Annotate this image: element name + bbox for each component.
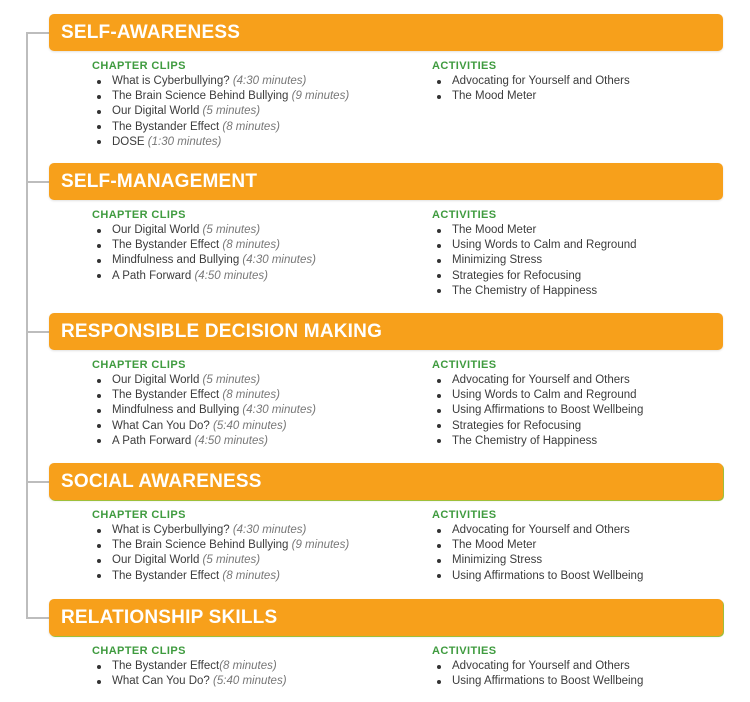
clip-title: The Bystander Effect xyxy=(112,660,220,672)
clip-duration: (5 minutes) xyxy=(202,554,261,567)
chapter-clips-heading: CHAPTER CLIPS xyxy=(92,509,186,521)
chapter-clips-heading: CHAPTER CLIPS xyxy=(92,645,186,657)
clip-item xyxy=(92,569,349,584)
clip-duration: (9 minutes) xyxy=(291,539,350,552)
clip-duration: (8 minutes) xyxy=(222,239,280,252)
section-banner xyxy=(49,599,723,636)
chapter-clips-column xyxy=(92,208,316,284)
activities-list xyxy=(432,223,637,299)
chapter-clips-heading: CHAPTER CLIPS xyxy=(92,359,186,371)
activity-item: Using Words to Calm and Reground xyxy=(432,388,643,403)
chapter-clips-list xyxy=(92,659,287,689)
section-banner xyxy=(49,163,723,200)
clip-duration: (5:40 minutes) xyxy=(213,675,287,688)
chapter-clips-column xyxy=(92,59,349,150)
activity-item: Using Affirmations to Boost Wellbeing xyxy=(432,674,643,689)
clip-duration: (5 minutes) xyxy=(202,224,261,236)
clip-title: Our Digital World xyxy=(112,374,200,386)
clip-duration: (4:30 minutes) xyxy=(242,404,316,417)
activity-item: The Mood Meter xyxy=(432,89,630,104)
activity-item: Strategies for Refocusing xyxy=(432,419,643,434)
clip-item xyxy=(92,89,349,104)
clip-item xyxy=(92,538,349,553)
section-title: RESPONSIBLE DECISION MAKING xyxy=(61,321,383,342)
activities-column xyxy=(432,59,630,104)
clip-duration: (4:30 minutes) xyxy=(232,524,307,536)
activities-column xyxy=(432,644,643,689)
activities-heading: ACTIVITIES xyxy=(432,359,497,371)
activities-heading: ACTIVITIES xyxy=(432,509,497,521)
clip-item xyxy=(92,373,316,388)
chapter-clips-heading: CHAPTER CLIPS xyxy=(92,209,186,221)
clip-item xyxy=(92,403,316,418)
activity-item: Advocating for Yourself and Others xyxy=(432,523,643,538)
clip-item xyxy=(92,223,316,238)
clip-title: Mindfulness and Bullying xyxy=(112,254,240,267)
activity-item: Using Affirmations to Boost Wellbeing xyxy=(432,403,643,418)
clip-title: Our Digital World xyxy=(112,554,200,567)
clip-item xyxy=(92,523,349,538)
clip-duration: (5 minutes) xyxy=(202,374,261,386)
activity-item: Strategies for Refocusing xyxy=(432,269,637,284)
clip-item xyxy=(92,104,349,119)
activities-list xyxy=(432,523,643,584)
timeline-spine xyxy=(26,33,28,618)
clip-title: The Bystander Effect xyxy=(112,389,220,402)
chapter-clips-list xyxy=(92,223,316,284)
clip-title: What is Cyberbullying? xyxy=(112,75,230,87)
activity-item: Advocating for Yourself and Others xyxy=(432,659,643,674)
activities-heading: ACTIVITIES xyxy=(432,60,497,72)
section-title: SELF-MANAGEMENT xyxy=(61,171,258,192)
clip-item xyxy=(92,388,316,403)
activity-item: Advocating for Yourself and Others xyxy=(432,373,643,388)
section-banner xyxy=(49,463,723,500)
activities-heading: ACTIVITIES xyxy=(432,209,497,221)
activities-list xyxy=(432,373,643,449)
timeline-connector xyxy=(26,481,50,483)
clip-item xyxy=(92,419,316,434)
clip-title: What is Cyberbullying? xyxy=(112,524,230,536)
section-title: RELATIONSHIP SKILLS xyxy=(61,607,278,628)
clip-duration: (8 minutes) xyxy=(222,120,280,133)
activity-item: The Mood Meter xyxy=(432,223,637,238)
clip-title: The Bystander Effect xyxy=(112,239,220,252)
activities-column xyxy=(432,508,643,584)
activity-item: The Chemistry of Happiness xyxy=(432,284,637,299)
clip-title: What Can You Do? xyxy=(112,419,210,432)
activities-heading: ACTIVITIES xyxy=(432,645,497,657)
activity-item: Using Affirmations to Boost Wellbeing xyxy=(432,569,643,584)
clip-item xyxy=(92,553,349,568)
clip-duration: (9 minutes) xyxy=(291,90,350,103)
clip-duration: (4:50 minutes) xyxy=(194,269,268,282)
clip-item xyxy=(92,120,349,135)
activities-column xyxy=(432,358,643,449)
clip-duration: (8 minutes) xyxy=(222,389,280,402)
activity-item: Minimizing Stress xyxy=(432,553,643,568)
clip-title: A Path Forward xyxy=(112,269,192,282)
clip-duration: (8 minutes) xyxy=(219,660,277,672)
chapter-clips-column xyxy=(92,358,316,449)
timeline-connector xyxy=(26,181,50,183)
section-banner xyxy=(49,313,723,350)
activity-item: Using Words to Calm and Reground xyxy=(432,238,637,253)
clip-item xyxy=(92,269,316,284)
clip-title: Our Digital World xyxy=(112,105,200,118)
activity-item: Advocating for Yourself and Others xyxy=(432,74,630,89)
clip-duration: (5 minutes) xyxy=(202,105,261,118)
clip-title: DOSE xyxy=(112,135,145,148)
activity-item: Minimizing Stress xyxy=(432,253,637,268)
clip-duration: (4:30 minutes) xyxy=(242,254,316,267)
clip-duration: (4:50 minutes) xyxy=(194,434,268,447)
chapter-clips-heading: CHAPTER CLIPS xyxy=(92,60,186,72)
clip-duration: (1:30 minutes) xyxy=(147,135,222,148)
activities-list xyxy=(432,659,643,689)
clip-item xyxy=(92,659,287,674)
chapter-clips-list xyxy=(92,373,316,449)
clip-title: The Bystander Effect xyxy=(112,569,220,582)
activity-item: The Chemistry of Happiness xyxy=(432,434,643,449)
clip-item xyxy=(92,135,349,150)
clip-item xyxy=(92,74,349,89)
chapter-clips-list xyxy=(92,74,349,150)
clip-duration: (8 minutes) xyxy=(222,569,280,582)
clip-duration: (5:40 minutes) xyxy=(213,419,287,432)
clip-item xyxy=(92,434,316,449)
clip-item xyxy=(92,253,316,268)
clip-item xyxy=(92,238,316,253)
clip-item xyxy=(92,674,287,689)
section-banner xyxy=(49,14,723,51)
section-title: SOCIAL AWARENESS xyxy=(61,471,262,492)
chapter-clips-column xyxy=(92,508,349,584)
activity-item: The Mood Meter xyxy=(432,538,643,553)
timeline-connector xyxy=(26,617,50,619)
clip-title: Mindfulness and Bullying xyxy=(112,404,240,417)
chapter-clips-column xyxy=(92,644,287,689)
chapter-clips-list xyxy=(92,523,349,584)
section-title: SELF-AWARENESS xyxy=(61,22,241,43)
activities-list xyxy=(432,74,630,104)
clip-title: The Bystander Effect xyxy=(112,120,220,133)
clip-title: Our Digital World xyxy=(112,224,200,236)
timeline-connector xyxy=(26,331,50,333)
clip-title: What Can You Do? xyxy=(112,675,210,688)
timeline-connector xyxy=(26,32,50,34)
clip-title: The Brain Science Behind Bullying xyxy=(112,90,289,103)
activities-column xyxy=(432,208,637,299)
clip-title: A Path Forward xyxy=(112,434,192,447)
clip-title: The Brain Science Behind Bullying xyxy=(112,539,289,552)
clip-duration: (4:30 minutes) xyxy=(232,75,307,87)
